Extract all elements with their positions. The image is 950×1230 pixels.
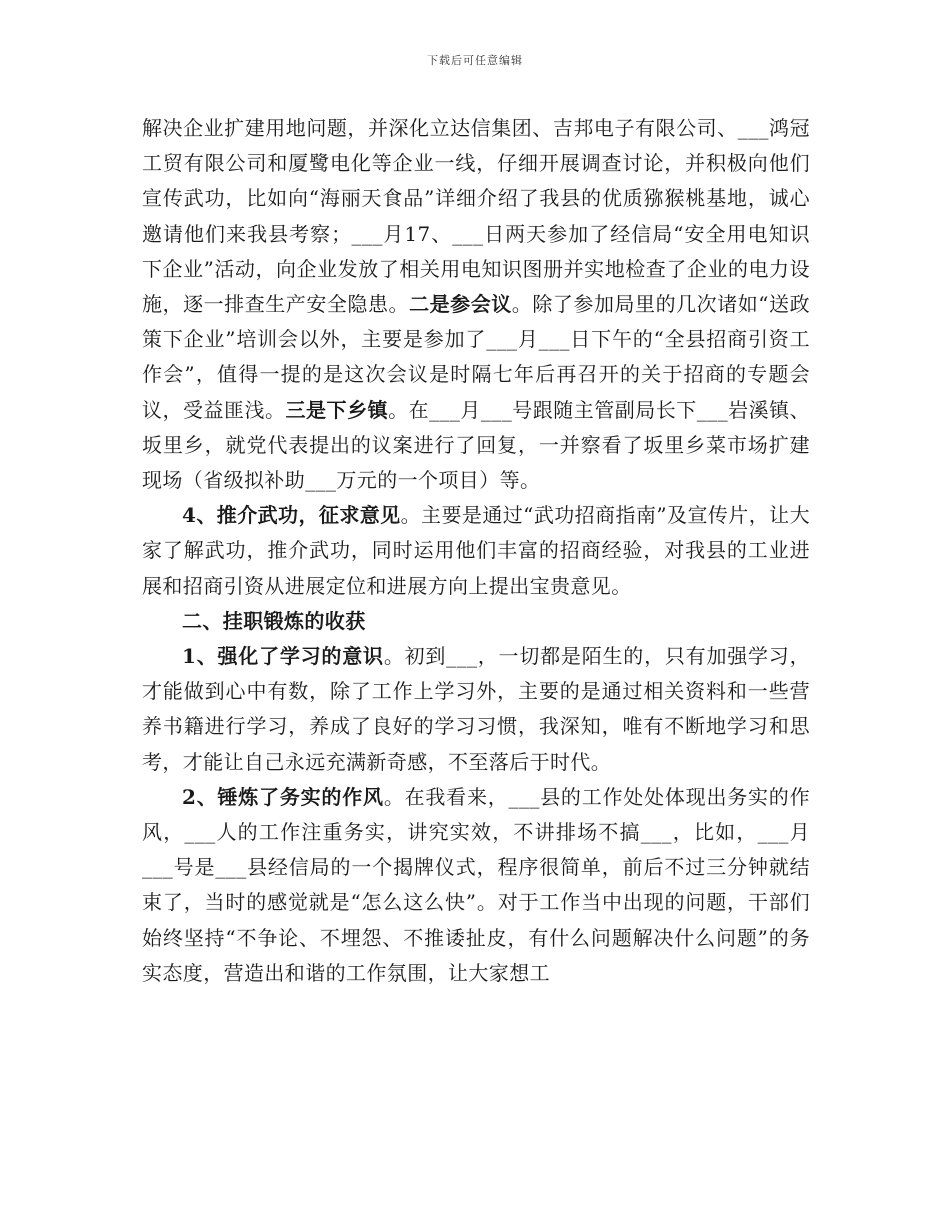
- text-segment: 。在___月___号跟随主管副局长下___岩溪镇、坂里乡，就党代表提出的议案进行了回复，一并察看了坂里乡菜市场扩建现场（省级拟补助___万元的一个项目）等。: [142, 397, 810, 493]
- document-body: [142, 111, 810, 991]
- section-heading-text: 二、挂职锻炼的收获: [182, 608, 366, 633]
- text-segment: 。主要是通过“武功招商指南”及宣传片，让大家了解武功，推介武功，同时运用他们丰富的招商经验，对我县的工业进展和招商引资从进展定位和进展方向上提出宝贵意见。: [142, 503, 810, 598]
- text-segment: 。除了参加局里的几次诸如“送政策下企业”培训会以外，主要是参加了___月___日下午的“全县招商引资工作会”，值得一提的是这次会议是时隔七年后再召开的关于招商的专题会议，受益匪浅。: [142, 292, 811, 422]
- bold-phrase: 三是下乡镇: [285, 397, 389, 422]
- text-segment: 解决企业扩建用地问题，并深化立达信集团、吉邦电子有限公司、___鸿冠工贸有限公司和厦鹭电化等企业一线，仔细开展调查讨论，并积极向他们宣传武功，比如向“海丽天食品”详细介绍了我县的优质猕猴桃基地，诚心邀请他们来我县考察；___月17、___日两天参加了经信局“安全用电知识下企业”活动，向企业发放了相关用电知识图册并实地检查了企业的电力设施，逐一排查生产安全隐患。: [142, 116, 810, 317]
- bold-phrase: 二是参会议: [409, 292, 512, 317]
- paragraph-4: [142, 639, 810, 780]
- bold-phrase: 1、强化了学习的意识: [182, 644, 384, 669]
- bold-phrase: 4、推介武功，征求意见: [182, 503, 401, 528]
- header-note: 下载后可任意编辑: [427, 54, 523, 67]
- paragraph-5: [142, 780, 810, 991]
- text-segment: 。初到___，一切都是陌生的，只有加强学习，才能做到心中有数，除了工作上学习外，主要的是通过相关资料和一些营养书籍进行学习，养成了良好的学习习惯，我深知，唯有不断地学习和思考，才能让自己永远充满新奇感，不至落后于时代。: [142, 644, 810, 774]
- text-segment: 。在我看来，___县的工作处处体现出务实的作风，___人的工作注重务实，讲究实效，不讲排场不搞___，比如，___月___号是___县经信局的一个揭牌仪式，程序很简单，前后不过三分钟就结束了，当时的感觉就是“怎么这么快”。对于工作当中出现的问题，干部们始终坚持“不争论、不埋怨、不推诿扯皮，有什么问题解决什么问题”的务实态度，营造出和谐的工作氛围，让大家想工: [142, 784, 810, 985]
- section-heading: [142, 604, 810, 639]
- paragraph-1: [142, 111, 810, 498]
- bold-phrase: 2、锤炼了务实的作风: [182, 784, 384, 809]
- paragraph-2: [142, 498, 810, 604]
